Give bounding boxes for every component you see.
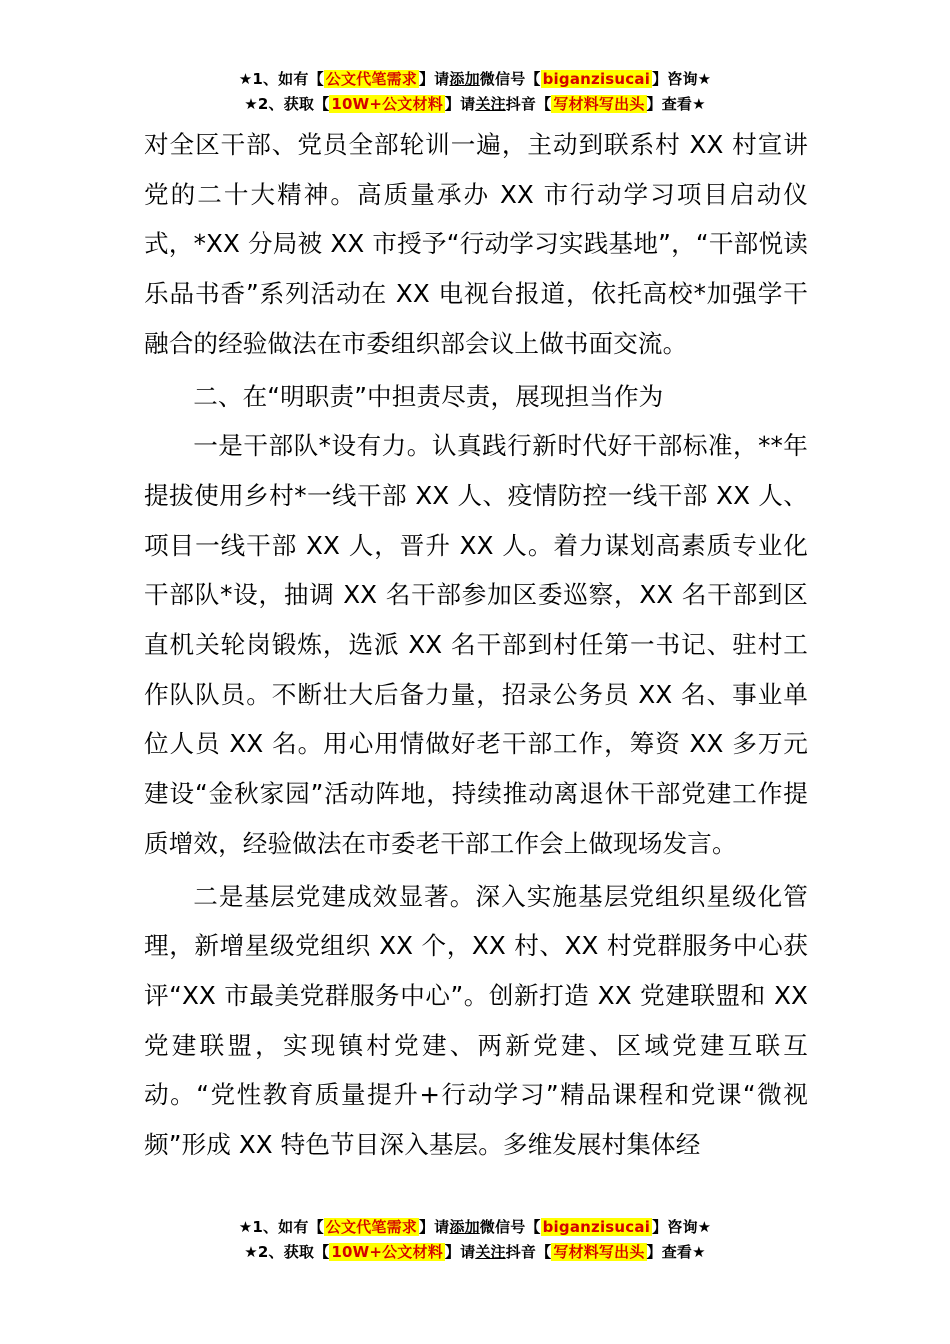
footer-banner-line-2: ★2、获取【 10W+公文材料 】请关注抖音【 写材料写出头 】查看★	[244, 1243, 706, 1261]
header-banner	[0, 68, 950, 118]
section-heading: 二、在“明职责”中担责尽责，展现担当作为	[193, 381, 664, 411]
highlight-douyin-account: 写材料写出头	[553, 1243, 645, 1261]
paragraph-grassroots-party: 二是基层党建成效显著。深入实施基层党组织星级化管理，新增星级党组织 XX 个，XX 村、XX 村党群服务中心获评“XX 市最美党群服务中心”。创新打造 XX 党建联盟和 XX 党建联盟，实现镇村党建、两新党建、区域党建互联互动。“党性教育质量提升+行动学习”精品课程和党课“微视频”形成 XX 特色节目深入基层。多维发展村集体经	[144, 881, 808, 1160]
paragraph-cadre-team: 一是干部队*设有力。认真践行新时代好干部标准，**年提拔使用乡村*一线干部 XX 人、疫情防控一线干部 XX 人、项目一线干部 XX 人，晋升 XX 人。着力谋划高素质专业化干部队*设，抽调 XX 名干部参加区委巡察，XX 名干部到区直机关轮岗锻炼，选派 XX 名干部到村任第一书记、驻村工作队队员。不断壮大后备力量，招录公务员 XX 名、事业单位人员 XX 名。用心用情做好老干部工作，筹资 XX 多万元建设“金秋家园”活动阵地，持续推动离退休干部党建工作提质增效，经验做法在市委老干部工作会上做现场发言。	[144, 431, 808, 858]
highlight-ghostwriting: 公文代笔需求	[325, 70, 417, 88]
highlight-materials: 10W+公文材料	[331, 1243, 443, 1261]
document-body	[144, 120, 808, 1170]
header-banner-line-1: ★1、如有【 公文代笔需求 】请添加微信号【 biganzisucai 】咨询★	[238, 70, 712, 88]
paragraph-continuation: 对全区干部、党员全部轮训一遍，主动到联系村 XX 村宣讲党的二十大精神。高质量承办 XX 市行动学习项目启动仪式，*XX 分局被 XX 市授予“行动学习实践基地”，“干部悦读乐品书香”系列活动在 XX 电视台报道，依托高校*加强学干融合的经验做法在市委组织部会议上做书面交流。	[144, 130, 808, 358]
highlight-wechat-id: biganzisucai	[542, 70, 651, 88]
highlight-ghostwriting: 公文代笔需求	[325, 1218, 417, 1236]
footer-banner-line-1: ★1、如有【 公文代笔需求 】请添加微信号【 biganzisucai 】咨询★	[238, 1218, 712, 1236]
highlight-douyin-account: 写材料写出头	[553, 95, 645, 113]
highlight-wechat-id: biganzisucai	[542, 1218, 651, 1236]
highlight-materials: 10W+公文材料	[331, 95, 443, 113]
header-banner-line-2: ★2、获取【 10W+公文材料 】请关注抖音【 写材料写出头 】查看★	[244, 95, 706, 113]
footer-banner	[0, 1216, 950, 1266]
